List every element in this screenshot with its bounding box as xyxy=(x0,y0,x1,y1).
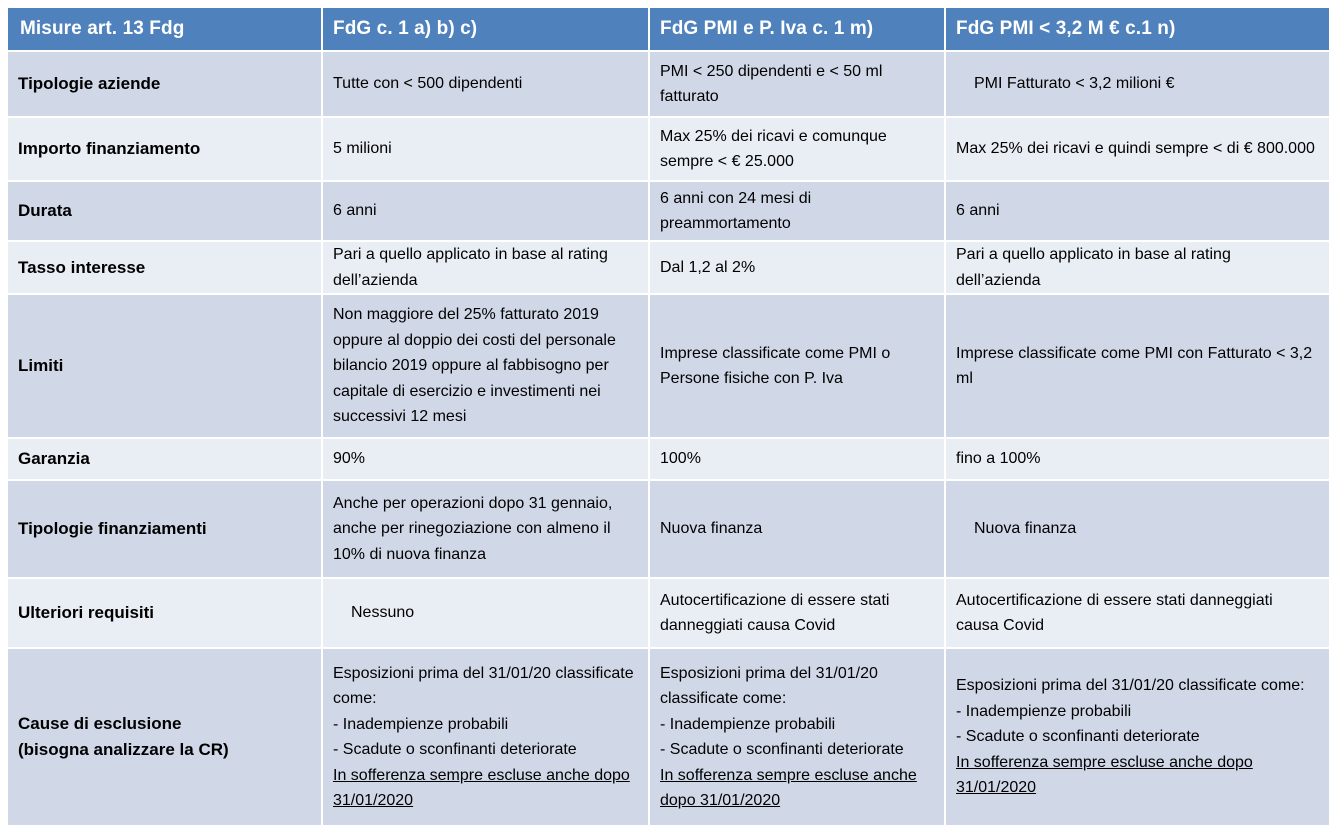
row-label: Limiti xyxy=(7,294,322,438)
table-row xyxy=(7,480,1330,578)
table-row xyxy=(7,578,1330,648)
table-row xyxy=(7,294,1330,438)
exclusion-note: In sofferenza sempre escluse anche dopo 31/01/2020 xyxy=(333,766,630,809)
cell-fdg-pmi-3-2m xyxy=(945,648,1330,826)
exclusion-item: - Scadute o sconfinanti deteriorate xyxy=(660,741,904,758)
cell-fdg-pmi-3-2m: 6 anni xyxy=(945,181,1330,241)
cell-fdg-pmi-piva xyxy=(649,648,945,826)
exclusion-item: - Inadempienze probabili xyxy=(333,715,509,733)
cell-fdg-pmi-piva: 100% xyxy=(649,438,945,480)
exclusion-intro: Esposizioni prima del 31/01/20 classificate come: xyxy=(333,664,634,707)
row-label: Tipologie finanziamenti xyxy=(7,480,322,578)
exclusion-item: - Scadute o sconfinanti deteriorate xyxy=(956,728,1200,746)
cell-fdg-c1: 5 milioni xyxy=(322,117,649,181)
exclusion-label-line1: Cause di esclusione xyxy=(18,714,182,733)
cell-fdg-pmi-3-2m xyxy=(945,51,1330,117)
cell-text: Nessuno xyxy=(351,604,415,622)
row-label: Tasso interesse xyxy=(7,241,322,294)
row-label: Durata xyxy=(7,181,322,241)
cell-text: PMI Fatturato < 3,2 milioni € xyxy=(974,75,1175,93)
cell-fdg-c1 xyxy=(322,648,649,826)
cell-fdg-c1: 6 anni xyxy=(322,181,649,241)
row-label: Ulteriori requisiti xyxy=(7,578,322,648)
cell-fdg-pmi-piva: Dal 1,2 al 2% xyxy=(649,241,945,294)
row-label xyxy=(7,648,322,826)
cell-fdg-c1: Anche per operazioni dopo 31 gennaio, anche per rinegoziazione con almeno il 10% di nuova finanza xyxy=(322,480,649,578)
cell-fdg-c1: 90% xyxy=(322,438,649,480)
exclusion-note: In sofferenza sempre escluse anche dopo 31/01/2020 xyxy=(956,753,1253,797)
cell-fdg-pmi-3-2m: fino a 100% xyxy=(945,438,1330,480)
row-label: Importo finanziamento xyxy=(7,117,322,181)
measures-comparison-table xyxy=(6,6,1331,827)
table-row xyxy=(7,438,1330,480)
table-row xyxy=(7,51,1330,117)
table-row-exclusion xyxy=(7,648,1330,826)
exclusion-label-line2: (bisogna analizzare la CR) xyxy=(18,740,229,759)
table-row xyxy=(7,241,1330,294)
cell-text: Nuova finanza xyxy=(974,520,1077,538)
cell-fdg-pmi-piva: Max 25% dei ricavi e comunque sempre < € 25.000 xyxy=(649,117,945,181)
cell-fdg-pmi-3-2m: Imprese classificate come PMI con Fatturato < 3,2 ml xyxy=(945,294,1330,438)
cell-fdg-pmi-piva: Autocertificazione di essere stati danneggiati causa Covid xyxy=(649,578,945,648)
cell-fdg-c1: Non maggiore del 25% fatturato 2019 oppure al doppio dei costi del personale bilancio 2019 oppure al fabbisogno per capitale di esercizio e investimenti nei successivi 12 mesi xyxy=(322,294,649,438)
cell-fdg-pmi-piva: PMI < 250 dipendenti e < 50 ml fatturato xyxy=(649,51,945,117)
table-row xyxy=(7,181,1330,241)
exclusion-item: - Inadempienze probabili xyxy=(660,715,836,733)
cell-fdg-pmi-piva: Nuova finanza xyxy=(649,480,945,578)
cell-fdg-pmi-3-2m: Max 25% dei ricavi e quindi sempre < di € 800.000 xyxy=(945,117,1330,181)
cell-fdg-c1: Pari a quello applicato in base al rating dell’azienda xyxy=(322,241,649,294)
cell-fdg-c1: Tutte con < 500 dipendenti xyxy=(322,51,649,117)
cell-fdg-pmi-piva: Imprese classificate come PMI o Persone fisiche con P. Iva xyxy=(649,294,945,438)
header-fdg-c1: FdG c. 1 a) b) c) xyxy=(322,7,649,51)
exclusion-item: - Inadempienze probabili xyxy=(956,702,1132,720)
row-label: Tipologie aziende xyxy=(7,51,322,117)
cell-fdg-c1 xyxy=(322,578,649,648)
header-fdg-pmi-piva: FdG PMI e P. Iva c. 1 m) xyxy=(649,7,945,51)
cell-fdg-pmi-piva: 6 anni con 24 mesi di preammortamento xyxy=(649,181,945,241)
cell-fdg-pmi-3-2m: Autocertificazione di essere stati danneggiati causa Covid xyxy=(945,578,1330,648)
header-fdg-pmi-3-2m: FdG PMI < 3,2 M € c.1 n) xyxy=(945,7,1330,51)
cell-fdg-pmi-3-2m: Pari a quello applicato in base al rating dell’azienda xyxy=(945,241,1330,294)
table-row xyxy=(7,117,1330,181)
exclusion-item: - Scadute o sconfinanti deteriorate xyxy=(333,741,577,758)
cell-fdg-pmi-3-2m xyxy=(945,480,1330,578)
exclusion-intro: Esposizioni prima del 31/01/20 classificate come: xyxy=(660,664,878,707)
header-row xyxy=(7,7,1330,51)
exclusion-intro: Esposizioni prima del 31/01/20 classificate come: xyxy=(956,677,1305,695)
exclusion-note: In sofferenza sempre escluse anche dopo 31/01/2020 xyxy=(660,766,917,809)
table-body xyxy=(7,51,1330,826)
row-label: Garanzia xyxy=(7,438,322,480)
header-measures: Misure art. 13 Fdg xyxy=(7,7,322,51)
table-header xyxy=(7,7,1330,51)
